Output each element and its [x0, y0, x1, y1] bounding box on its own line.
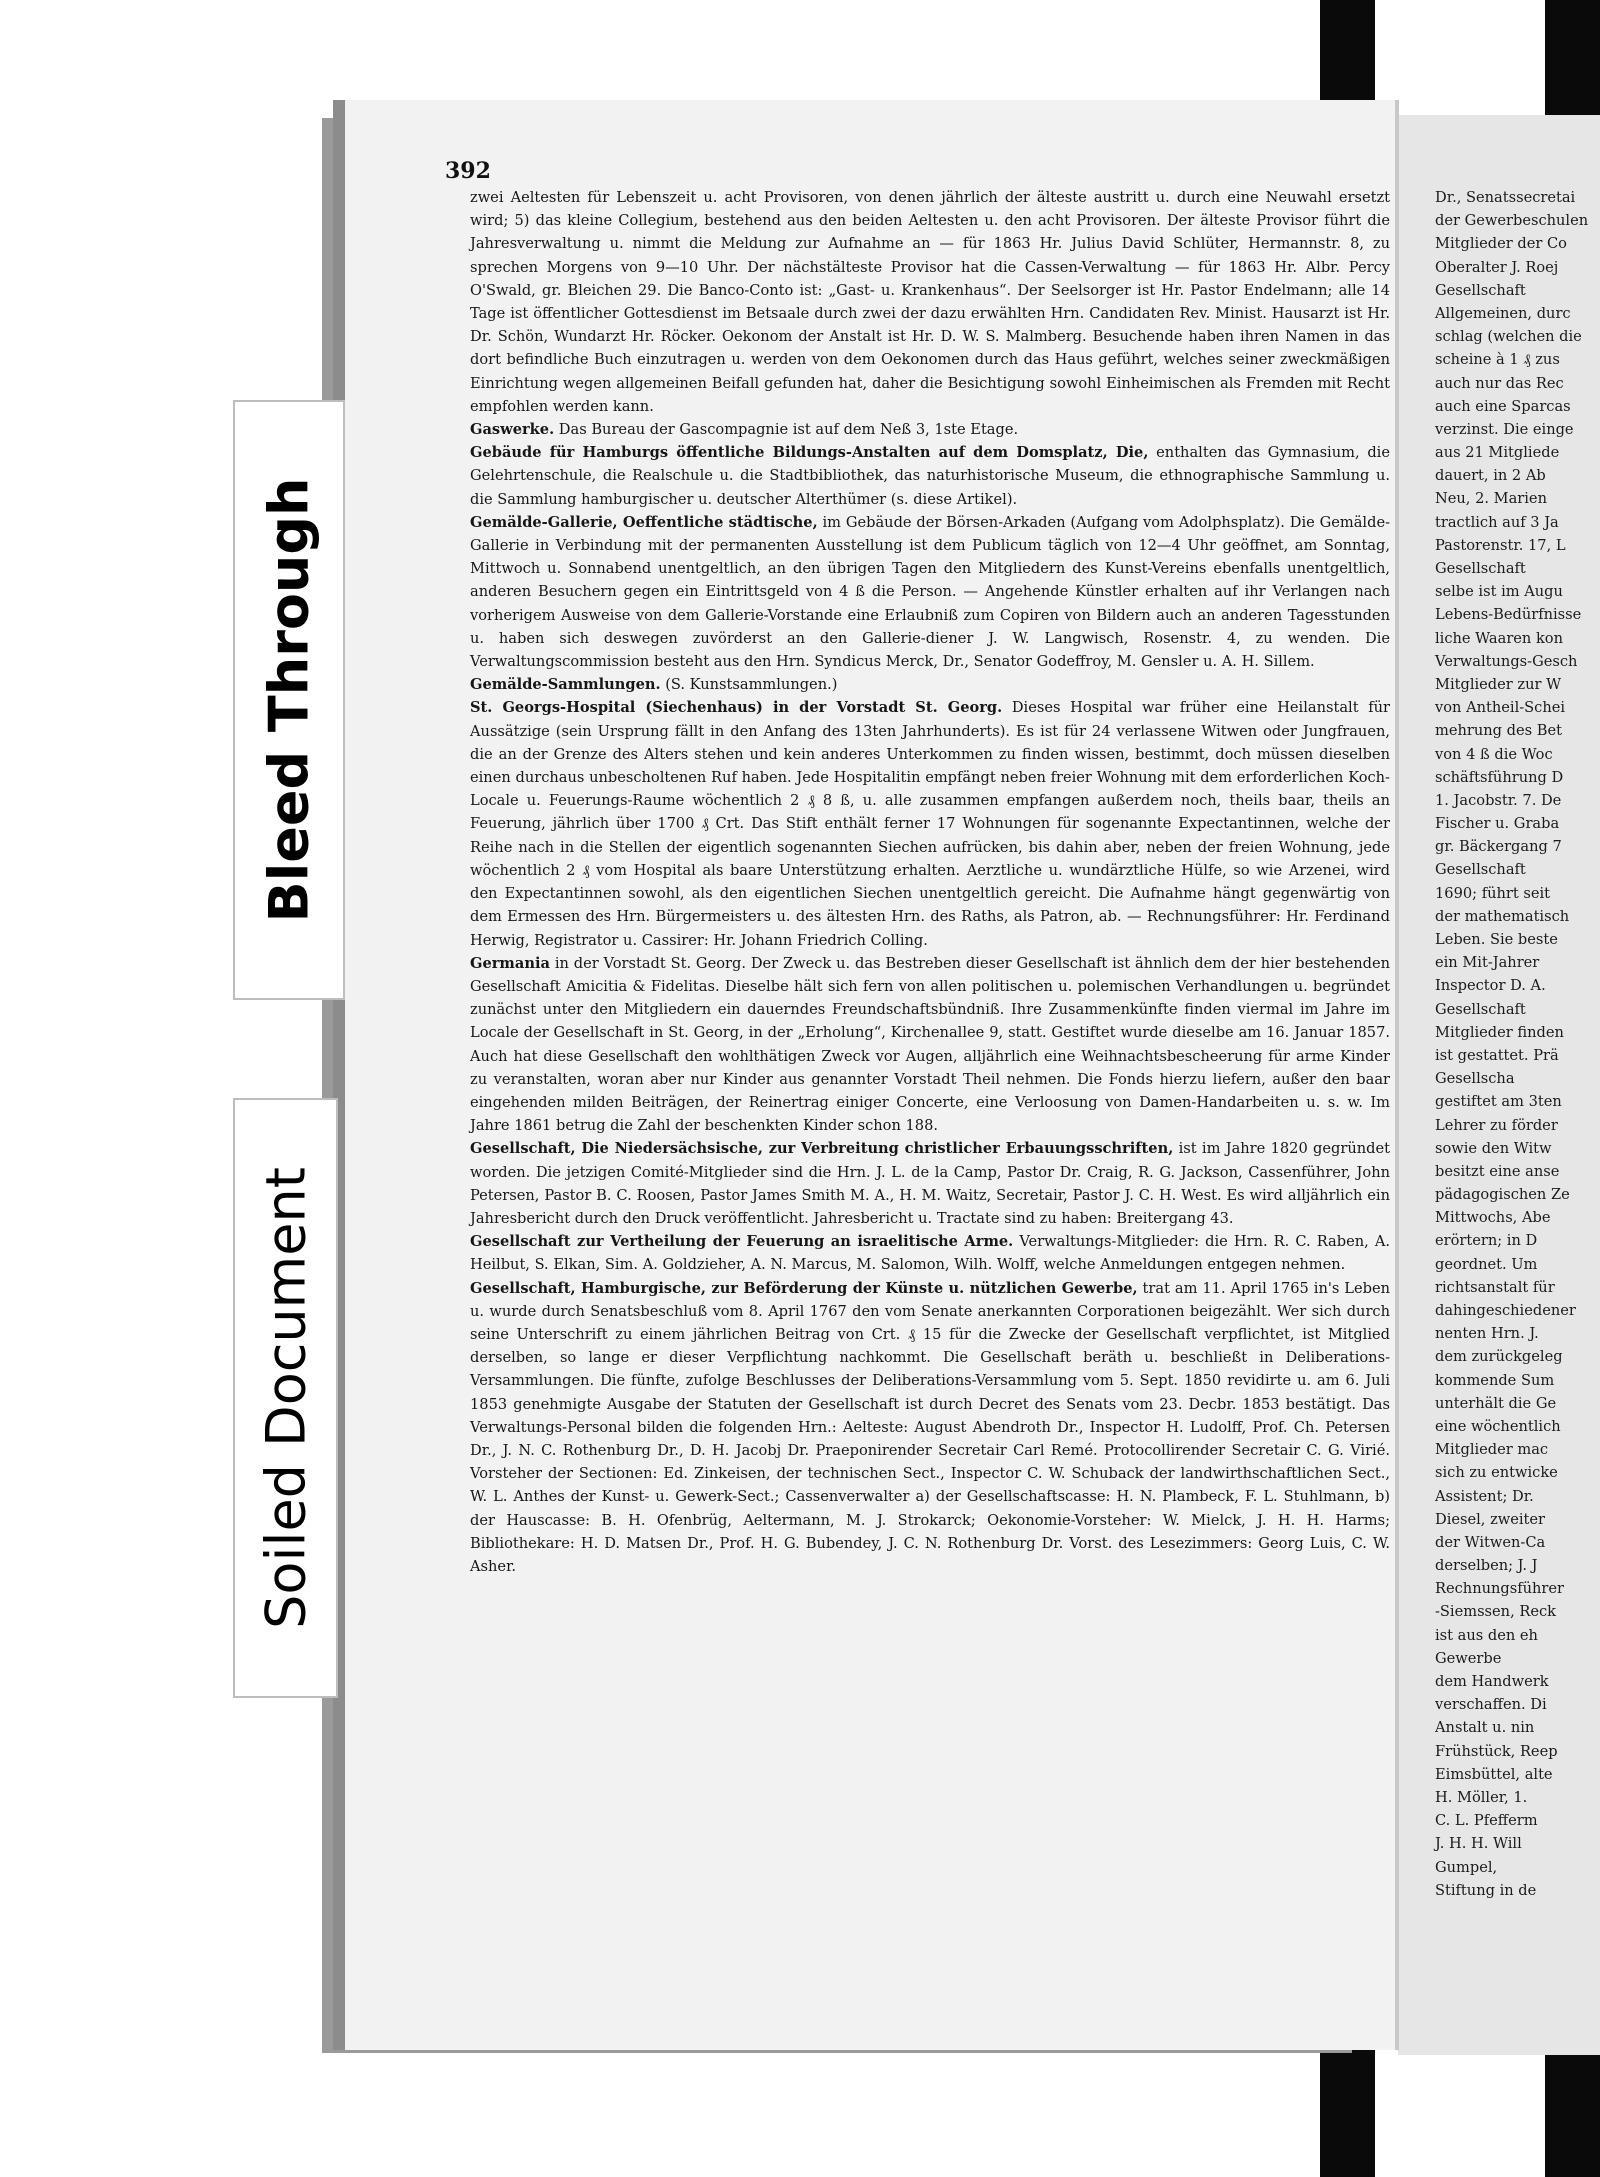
facing-page-line: unterhält die Ge: [1435, 1394, 1557, 1412]
entry-text: (S. Kunstsammlungen.): [665, 676, 838, 694]
facing-page-line: Mittwochs, Abe: [1435, 1209, 1551, 1227]
entry-text: trat am 11. April 1765 in's Leben u. wurde durch Senatsbeschluß vom 8. April 1767 den vom Senate anerkannten Corporationen beigezählt. Wer sich durch seine Unterschrift zu einem jährlichen Beitrag von Crt. ₰ 15 für die Zwecke der Gesellschaft verpflichtet, ist Mitglied derselben, so lange er dieser Verpflichtung nachkommt. Die Gesellschaft beräth u. beschließt in Deliberations-Versammlungen. Die fünfte, zufolge Beschlusses der Deliberations-Versammlung vom 5. Sept. 1850 revidirte u. am 6. Juli 1853 genehmigte Ausgabe der Statuten der Gesellschaft ist durch Decret des Senats vom 23. Decbr. 1853 bestätigt. Das Verwaltungs-Personal bilden die folgenden Hrn.: Aelteste: August Abendroth Dr., Inspector H. Ludolff, Prof. Ch. Petersen Dr., J. N. C. Rothenburg Dr., D. H. Jacobj Dr. Praeponirender Secretair Carl Remé. Protocollirender Secretair C. G. Virié. Vorsteher der Sectionen: Ed. Zinkeisen, der technischen Sect., Inspector C. W. Schuback der landwirthschaftlichen Sect., W. L. Anthes der Kunst- u. Gewerk-Sect.; Cassenverwalter a) der Gesellschaftscasse: H. N. Plambeck, F. L. Stuhlmann, b) der Hauscasse: B. H. Ofenbrüg, Aeltermann, M. J. Strokarck; Oekonomie-Vorsteher: W. Mielck, J. H. H. Harms; Bibliothekare: H. D. Matsen Dr., Prof. H. G. Bubendey, J. C. N. Rothenburg Dr. Vorst. des Lesezimmers: Georg Luis, C. W. Asher.: [470, 1279, 1391, 1575]
entry-heading: Gebäude für Hamburgs öffentliche Bildungs-Anstalten auf dem Domsplatz, Die,: [470, 444, 1149, 462]
facing-page-line: Gumpel,: [1435, 1858, 1498, 1876]
page-body-text: [470, 186, 1390, 1578]
facing-page-line: 1690; führt seit: [1435, 884, 1551, 902]
entry-paragraph: [470, 1137, 1390, 1230]
facing-page-line: Mitglieder der Co: [1435, 235, 1567, 253]
entry-paragraph: [470, 696, 1390, 951]
facing-page-line: dem Handwerk: [1435, 1673, 1549, 1690]
facing-page-line: verzinst. Die einge: [1435, 420, 1574, 438]
facing-page-line: der Witwen-Ca: [1435, 1533, 1546, 1551]
facing-page-line: -Siemssen, Reck: [1435, 1603, 1557, 1621]
facing-page-line: Verwaltungs-Gesch: [1435, 652, 1578, 670]
facing-page-line: von 4 ß die Woc: [1435, 745, 1553, 763]
entry-paragraph: [470, 441, 1390, 511]
facing-page-line: auch eine Sparcas: [1435, 397, 1571, 415]
facing-page-line: tractlich auf 3 Ja: [1435, 513, 1559, 531]
facing-page-line: liche Waaren kon: [1435, 629, 1563, 647]
facing-page-line: Gesellschaft: [1435, 861, 1526, 879]
facing-page-line: Allgemeinen, durc: [1435, 304, 1571, 322]
bleed-through-label: Bleed Through: [257, 477, 321, 923]
facing-page-line: Fischer u. Graba: [1435, 815, 1560, 833]
facing-page-line: Gesellschaft: [1435, 281, 1526, 299]
entry-heading: Gesellschaft, Hamburgische, zur Beförderung der Künste u. nützlichen Gewerbe,: [470, 1279, 1138, 1297]
facing-page-line: sich zu entwicke: [1435, 1464, 1558, 1482]
facing-page-line: Lehrer zu förder: [1435, 1116, 1558, 1134]
facing-page-line: Mitglieder finden: [1435, 1023, 1564, 1041]
entry-text: Verwaltungs-Mitglieder: die Hrn. R. C. Raben, A. Heilbut, S. Elkan, Sim. A. Goldzieher, A. N. Marcus, M. Salomon, Wilh. Wolff, welche Anmeldungen entgegen nehmen.: [470, 1233, 1391, 1274]
page-number: 392: [445, 158, 491, 184]
facing-page-line: Eimsbüttel, alte: [1435, 1765, 1553, 1783]
facing-page-line: schlag (welchen die: [1435, 328, 1582, 346]
facing-page-line: Neu, 2. Marien: [1435, 490, 1547, 508]
facing-page-line: besitzt eine anse: [1435, 1162, 1560, 1180]
facing-page-line: selbe ist im Augu: [1435, 583, 1563, 601]
facing-page-line: mehrung des Bet: [1435, 722, 1562, 740]
facing-page-line: Dr., Senatssecretai: [1435, 189, 1576, 206]
facing-page-line: dem zurückgeleg: [1435, 1348, 1563, 1366]
entry-text: Dieses Hospital war früher eine Heilanstalt für Aussätzige (sein Ursprung fällt in den Anfang des 13ten Jahrhunderts). Es ist für 24 verlassene Witwen oder Jungfrauen, die an der Grenze des Alters stehen und kein anderes Unterkommen zu finden wissen, bestimmt, doch müssen dieselben einen durchaus unbescholtenen Ruf haben. Jede Hospitalitin empfängt neben freier Wohnung mit dem erforderlichen Koch-Locale u. Feuerungs-Raume wöchentlich 2 ₰ 8 ß, u. alle zusammen empfangen außerdem noch, theils baar, theils an Feuerung, jährlich über 1700 ₰ Crt. Das Stift enthält ferner 17 Wohnungen für sogenannte Expectantinnen, welche der Reihe nach in die Stellen der eigentlich sogenannten Siechen aufrücken, bis dahin aber, neben der freien Wohnung, jede wöchentlich 2 ₰ vom Hospital als baare Unterstützung erhalten. Aerztliche u. wundärztliche Hülfe, so wie Arzenei, wird den Expectantinnen sowohl, als den eigentlichen Siechen unentgeltlich gereicht. Die Aufnahme hängt gegenwärtig von dem Ermessen des Hrn. Bürgermeisters u. des ältesten Hrn. des Raths, als Patron, ab. — Rechnungsführer: Hr. Ferdinand Herwig, Registrator u. Cassirer: Hr. Johann Friedrich Colling.: [470, 699, 1390, 949]
facing-page-line: Inspector D. A.: [1435, 977, 1546, 995]
facing-page-line: ist aus den eh: [1435, 1626, 1538, 1644]
facing-page-line: 1. Jacobstr. 7. De: [1435, 791, 1562, 809]
facing-page-line: der mathematisch: [1435, 907, 1570, 925]
facing-page-line: ein Mit-Jahrer: [1435, 954, 1540, 972]
entry-heading: Germania: [470, 954, 550, 972]
entry-text: in der Vorstadt St. Georg. Der Zweck u. das Bestreben dieser Gesellschaft ist ähnlich dem der hier bestehenden Gesellschaft Amicitia & Fidelitas. Dieselbe hält sich fern von allen politischen u. polemischen Verhandlungen u. begründet zunächst unter den Mitgliedern ein dauerndes Freundschaftsbündniß. Ihre Zusammenkünfte finden viermal im Jahre im Locale der Gesellschaft in St. Georg, in der „Erholung“, Kirchenallee 9, statt. Gestiftet wurde dieselbe am 16. Januar 1857. Auch hat diese Gesellschaft den wohlthätigen Zweck vor Augen, alljährlich eine Weihnachtsbescheerung für arme Kinder zu veranstalten, woran aber nur Kinder aus genannter Vorstadt Theil nehmen. Die Fonds hierzu liefern, außer den baar eingehenden milden Beiträgen, der Reinertrag einiger Concerte, eine Verloosung von Damen-Handarbeiten u. s. w. Im Jahre 1861 betrug die Zahl der beschenkten Kinder schon 188.: [470, 954, 1391, 1135]
entry-text: ist im Jahre 1820 gegründet worden. Die jetzigen Comité-Mitglieder sind die Hrn. J. L. de la Camp, Pastor Dr. Craig, R. G. Jackson, Cassenführer, John Petersen, Pastor B. C. Roosen, Pastor James Smith M. A., H. M. Waitz, Secretair, Pastor J. C. H. West. Es wird alljährlich ein Jahresbericht durch den Druck veröffentlicht. Jahresbericht u. Tractate sind zu haben: Breitergang 43.: [470, 1140, 1390, 1227]
facing-page-line: aus 21 Mitgliede: [1435, 444, 1560, 462]
entry-paragraph: [470, 511, 1390, 673]
entry-text: im Gebäude der Börsen-Arkaden (Aufgang vom Adolphsplatz). Die Gemälde-Gallerie in Verbindung mit der permanenten Ausstellung ist dem Publicum täglich von 12—4 Uhr geöffnet, am Sonntag, Mittwoch u. Sonnabend unentgeltlich, an den übrigen Tagen den Mitgliedern des Kunst-Vereins ebenfalls unentgeltlich, anderen Besuchern gegen ein Eintrittsgeld von 4 ß die Person. — Angehende Künstler erhalten auf ihr Verlangen nach vorherigem Ausweise von dem Gallerie-Vorstande eine Erlaubniß zum Copiren von Bildern auch an anderen Tagesstunden u. haben sich deswegen zuvörderst an den Gallerie-diener J. W. Langwisch, Rosenstr. 4, zu wenden. Die Verwaltungscommission besteht aus den Hrn. Syndicus Merck, Dr., Senator Godeffroy, M. Gensler u. A. H. Sillem.: [470, 513, 1391, 671]
facing-page-line: J. H. H. Will: [1435, 1835, 1522, 1853]
facing-page-line: gr. Bäckergang 7: [1435, 838, 1562, 856]
facing-page-line: Stiftung in de: [1435, 1881, 1537, 1899]
entry-heading: Gemälde-Sammlungen.: [470, 676, 661, 694]
facing-page-line: Mitglieder zur W: [1435, 675, 1562, 693]
facing-page-line: dauert, in 2 Ab: [1435, 467, 1546, 485]
facing-page-line: gestiftet am 3ten: [1435, 1093, 1562, 1111]
soiled-document-label: Soiled Document: [254, 1167, 317, 1629]
facing-page-line: Gesellschaft: [1435, 560, 1526, 577]
soiled-document-label-card: [233, 1098, 338, 1698]
bleed-through-label-card: [233, 400, 345, 1000]
facing-page-line: der Gewerbeschulen: [1435, 212, 1589, 230]
facing-page-line: Leben. Sie beste: [1435, 931, 1558, 948]
entry-text: zwei Aeltesten für Lebenszeit u. acht Provisoren, von denen jährlich der älteste austritt u. durch eine Neuwahl ersetzt wird; 5) das kleine Collegium, bestehend aus den beiden Aeltesten u. den acht Provisoren. Der älteste Provisor führt die Jahresverwaltung u. nimmt die Meldung zur Aufnahme an — für 1863 Hr. Julius David Schlüter, Hermannstr. 8, zu sprechen Morgens von 9—10 Uhr. Der nächstälteste Provisor hat die Cassen-Verwaltung — für 1863 Hr. Albr. Percy O'Swald, gr. Bleichen 29. Die Banco-Conto ist: „Gast- u. Krankenhaus“. Der Seelsorger ist Hr. Pastor Endelmann; alle 14 Tage ist öffentlicher Gottesdienst im Betsaale durch zwei der dazu erwählten Hrn. Candidaten Rev. Minist. Hausarzt ist Hr. Dr. Schön, Wundarzt Hr. Röcker. Oekonom der Anstalt ist Hr. D. W. S. Malmberg. Besuchende haben ihren Namen in das dort befindliche Buch einzutragen u. werden von dem Oekonomen durch das Haus geführt, welches seiner zweckmäßigen Einrichtung wegen allgemeinen Beifall gefunden hat, daher die Besichtigung sowohl Einheimischen als Fremden mit Recht empfohlen werden kann.: [470, 189, 1390, 415]
facing-page-line: Gewerbe: [1435, 1649, 1502, 1667]
facing-page-line: Mitglieder mac: [1435, 1441, 1549, 1459]
facing-page-line: Diesel, zweiter: [1435, 1510, 1546, 1528]
entry-heading: Gesellschaft, Die Niedersächsische, zur Verbreitung christlicher Erbauungsschriften,: [470, 1140, 1174, 1158]
facing-page-line: auch nur das Rec: [1435, 374, 1564, 392]
facing-page-line: verschaffen. Di: [1435, 1696, 1547, 1714]
facing-page-line: Gesellschaft: [1435, 1000, 1526, 1018]
facing-page-line: Gesellscha: [1435, 1070, 1515, 1088]
entry-paragraph: [470, 673, 1390, 696]
facing-page-line: pädagogischen Ze: [1435, 1186, 1570, 1204]
facing-page-line: H. Möller, 1.: [1435, 1788, 1528, 1806]
facing-page-line: sowie den Witw: [1435, 1139, 1552, 1157]
facing-page-line: Assistent; Dr.: [1435, 1487, 1534, 1505]
entry-paragraph: [470, 1277, 1390, 1579]
facing-page-line: kommende Sum: [1435, 1371, 1555, 1389]
entry-paragraph: [470, 952, 1390, 1138]
facing-page-line: dahingeschiedener: [1435, 1302, 1576, 1319]
facing-page-line: nenten Hrn. J.: [1435, 1325, 1539, 1343]
facing-page-line: Frühstück, Reep: [1435, 1742, 1558, 1760]
entry-heading: Gesellschaft zur Vertheilung der Feuerung an israelitische Arme.: [470, 1233, 1014, 1251]
facing-page-line: richtsanstalt für: [1435, 1278, 1555, 1296]
facing-page-line: von Antheil-Schei: [1435, 699, 1566, 717]
entry-text: enthalten das Gymnasium, die Gelehrtenschule, die Realschule u. die Stadtbibliothek, das naturhistorische Museum, die ethnographische Sammlung u. die Sammlung hamburgischer u. deutscher Alterthümer (s. diese Artikel).: [470, 444, 1390, 508]
entry-paragraph: [470, 186, 1390, 418]
entry-heading: St. Georgs-Hospital (Siechenhaus) in der Vorstadt St. Georg.: [470, 699, 1003, 717]
facing-page-line: eine wöchentlich: [1435, 1417, 1561, 1435]
entry-text: Das Bureau der Gascompagnie ist auf dem Neß 3, 1ste Etage.: [558, 421, 1019, 439]
entry-heading: Gemälde-Gallerie, Oeffentliche städtische,: [470, 513, 818, 531]
facing-page-line: Oberalter J. Roej: [1435, 258, 1559, 276]
facing-page-line: schäftsführung D: [1435, 768, 1564, 786]
facing-page-line: scheine à 1 ₰ zus: [1435, 351, 1560, 369]
facing-page-line: C. L. Pfefferm: [1435, 1812, 1538, 1830]
facing-page-line: ist gestattet. Prä: [1435, 1046, 1559, 1064]
facing-page-text-column: [1435, 186, 1600, 1899]
facing-page-line: Pastorenstr. 17, L: [1435, 536, 1566, 554]
entry-heading: Gaswerke.: [470, 421, 555, 439]
facing-page-line: Rechnungsführer: [1435, 1580, 1565, 1598]
facing-page-line: derselben; J. J: [1435, 1557, 1538, 1575]
facing-page-line: erörtern; in D: [1435, 1232, 1538, 1250]
entry-paragraph: [470, 418, 1390, 441]
facing-page-line: Lebens-Bedürfnisse: [1435, 606, 1582, 624]
facing-page-line: geordnet. Um: [1435, 1255, 1538, 1273]
entry-paragraph: [470, 1230, 1390, 1276]
facing-page-line: Anstalt u. nin: [1435, 1719, 1535, 1737]
